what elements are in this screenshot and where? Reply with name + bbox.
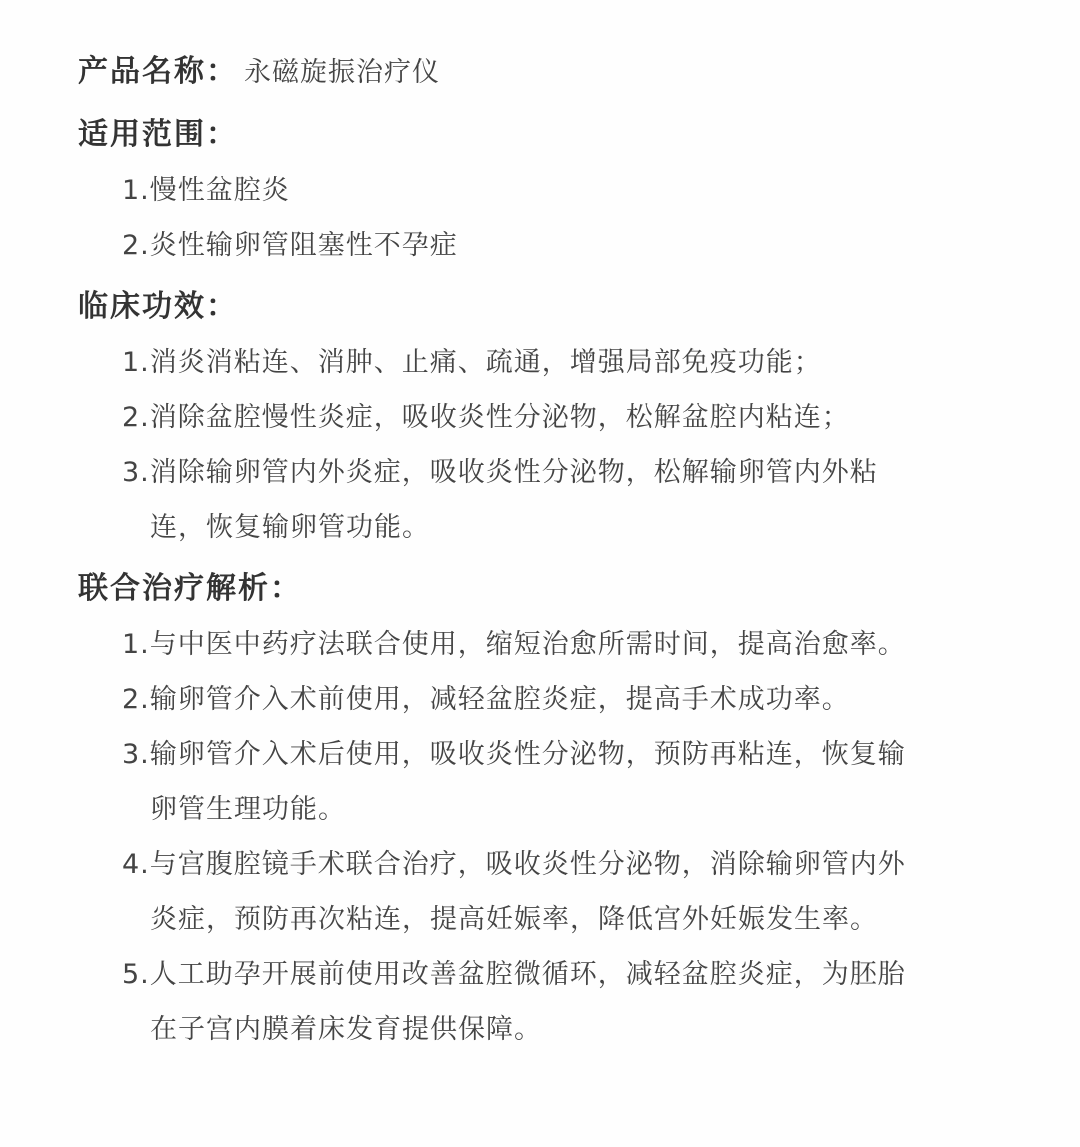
- section-scope: [78, 107, 1038, 273]
- list-item: 1.慢性盆腔炎: [122, 175, 290, 206]
- section-combined-therapy: [78, 561, 1038, 1057]
- list-item-continuation: 在子宫内膜着床发育提供保障。: [150, 1014, 542, 1045]
- list-item-continuation: 连，恢复输卵管功能。: [150, 512, 430, 543]
- list-item: 1.与中医中药疗法联合使用，缩短治愈所需时间，提高治愈率。: [122, 629, 906, 660]
- product-name-row: [78, 44, 1038, 101]
- product-name-label: 产品名称：: [78, 54, 238, 89]
- list-item-continuation: 卵管生理功能。: [150, 794, 346, 825]
- list-item: 4.与宫腹腔镜手术联合治疗，吸收炎性分泌物，消除输卵管内外: [122, 849, 906, 880]
- section-clinical-effects: [78, 279, 1038, 555]
- list-item: 2.输卵管介入术前使用，减轻盆腔炎症，提高手术成功率。: [122, 684, 850, 715]
- list-item: 2.消除盆腔慢性炎症，吸收炎性分泌物，松解盆腔内粘连；: [122, 402, 850, 433]
- section-title: 临床功效：: [78, 289, 238, 324]
- list-item: 3.消除输卵管内外炎症，吸收炎性分泌物，松解输卵管内外粘: [122, 457, 878, 488]
- list-item: 3.输卵管介入术后使用，吸收炎性分泌物，预防再粘连，恢复输: [122, 739, 906, 770]
- section-title: 联合治疗解析：: [78, 571, 302, 606]
- list-item: 2.炎性输卵管阻塞性不孕症: [122, 230, 458, 261]
- list-item: 5.人工助孕开展前使用改善盆腔微循环，减轻盆腔炎症，为胚胎: [122, 959, 906, 990]
- list-item-continuation: 炎症，预防再次粘连，提高妊娠率，降低宫外妊娠发生率。: [150, 904, 878, 935]
- product-name-value: 永磁旋振治疗仪: [244, 57, 440, 88]
- list-item: 1.消炎消粘连、消肿、止痛、疏通，增强局部免疫功能；: [122, 347, 822, 378]
- section-title: 适用范围：: [78, 117, 238, 152]
- document: [78, 44, 1038, 1057]
